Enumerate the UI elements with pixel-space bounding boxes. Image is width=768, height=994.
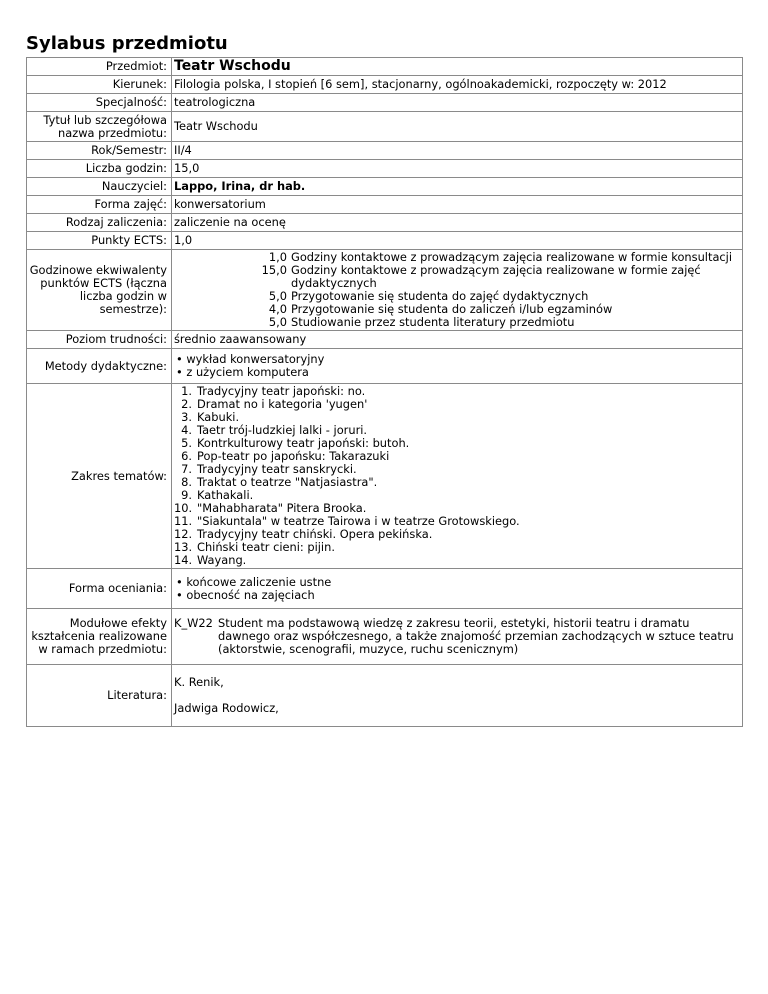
label-zakres: Zakres tematów: — [27, 384, 172, 569]
row-nauczyciel — [27, 178, 743, 196]
label-kierunek: Kierunek: — [27, 76, 172, 94]
row-metody — [27, 349, 743, 384]
row-specjalnosc — [27, 94, 743, 112]
list-item: • wykład konwersatoryjny — [176, 353, 740, 366]
efekty-code: K_W22 — [174, 616, 213, 630]
list-item — [174, 398, 740, 411]
label-nauczyciel: Nauczyciel: — [27, 178, 172, 196]
label-literatura: Literatura: — [27, 665, 172, 727]
value-tytul: Teatr Wschodu — [172, 112, 743, 142]
value-rok: II/4 — [172, 142, 743, 160]
efekty-item — [174, 617, 740, 656]
page-title: Sylabus przedmiotu — [26, 33, 228, 54]
list-item: • obecność na zajęciach — [176, 589, 740, 602]
label-poziom: Poziom trudności: — [27, 331, 172, 349]
row-ocenianie — [27, 569, 743, 609]
label-specjalnosc: Specjalność: — [27, 94, 172, 112]
value-ocenianie — [172, 569, 743, 609]
label-ocenianie: Forma oceniania: — [27, 569, 172, 609]
ects-hours: 5,0 — [268, 289, 287, 303]
topic-number: 3. — [181, 410, 192, 424]
row-ects-breakdown — [27, 250, 743, 331]
value-forma-zajec: konwersatorium — [172, 196, 743, 214]
topic-text: Tradycyjny teatr japoński: no. — [197, 384, 366, 398]
ects-text: Przygotowanie się studenta do zaliczeń i/lub egzaminów — [291, 302, 613, 316]
value-metody — [172, 349, 743, 384]
topic-text: Kabuki. — [197, 410, 240, 424]
value-kierunek: Filologia polska, I stopień [6 sem], stacjonarny, ogólnoakademicki, rozpoczęty w: 2012 — [172, 76, 743, 94]
row-zaliczenie — [27, 214, 743, 232]
topic-number: 13. — [174, 540, 193, 554]
row-rok — [27, 142, 743, 160]
value-literatura — [172, 665, 743, 727]
topic-text: Taetr trój-ludzkiej lalki - joruri. — [197, 423, 368, 437]
topic-text: Tradycyjny teatr chiński. Opera pekińska. — [197, 527, 433, 541]
topic-number: 10. — [174, 501, 193, 515]
topic-number: 9. — [181, 488, 192, 502]
topic-number: 4. — [181, 423, 192, 437]
ects-item — [174, 264, 740, 290]
value-zakres — [172, 384, 743, 569]
label-ects: Punkty ECTS: — [27, 232, 172, 250]
topic-text: Kontrkulturowy teatr japoński: butoh. — [197, 436, 410, 450]
ects-text: Studiowanie przez studenta literatury przedmiotu — [291, 315, 575, 329]
topic-text: "Siakuntala" w teatrze Tairowa i w teatrze Grotowskiego. — [197, 514, 520, 528]
ects-hours: 15,0 — [261, 263, 287, 277]
topic-number: 7. — [181, 462, 192, 476]
ects-hours: 5,0 — [268, 315, 287, 329]
topic-number: 2. — [181, 397, 192, 411]
label-rok: Rok/Semestr: — [27, 142, 172, 160]
list-item — [174, 541, 740, 554]
ects-hours: 1,0 — [268, 250, 287, 264]
value-przedmiot: Teatr Wschodu — [172, 58, 743, 76]
topic-text: Dramat no i kategoria 'yugen' — [197, 397, 368, 411]
label-metody: Metody dydaktyczne: — [27, 349, 172, 384]
row-kierunek — [27, 76, 743, 94]
row-literatura — [27, 665, 743, 727]
value-godziny: 15,0 — [172, 160, 743, 178]
ects-text: Godziny kontaktowe z prowadzącym zajęcia realizowane w formie konsultacji — [291, 250, 733, 264]
row-zakres — [27, 384, 743, 569]
ects-hours: 4,0 — [268, 302, 287, 316]
value-zaliczenie: zaliczenie na ocenę — [172, 214, 743, 232]
label-ects-breakdown: Godzinowe ekwiwalenty punktów ECTS (łączna liczba godzin w semestrze): — [27, 250, 172, 331]
row-ects — [27, 232, 743, 250]
row-godziny — [27, 160, 743, 178]
ects-text: Przygotowanie się studenta do zajęć dydaktycznych — [291, 289, 589, 303]
label-efekty: Modułowe efekty kształcenia realizowane w ramach przedmiotu: — [27, 609, 172, 665]
label-tytul: Tytuł lub szczegółowa nazwa przedmiotu: — [27, 112, 172, 142]
row-efekty — [27, 609, 743, 665]
row-tytul — [27, 112, 743, 142]
value-poziom: średnio zaawansowany — [172, 331, 743, 349]
metody-list — [174, 353, 740, 379]
label-zaliczenie: Rodzaj zaliczenia: — [27, 214, 172, 232]
efekty-table — [174, 617, 740, 656]
label-forma-zajec: Forma zajęć: — [27, 196, 172, 214]
topic-number: 11. — [174, 514, 193, 528]
topic-number: 8. — [181, 475, 192, 489]
list-item: • końcowe zaliczenie ustne — [176, 576, 740, 589]
row-forma-zajec — [27, 196, 743, 214]
topic-text: Traktat o teatrze "Natjasiastra". — [197, 475, 378, 489]
topic-text: Chiński teatr cieni: pijin. — [197, 540, 335, 554]
value-nauczyciel: Lappo, Irina, dr hab. — [172, 178, 743, 196]
topic-number: 6. — [181, 449, 192, 463]
ects-text: Godziny kontaktowe z prowadzącym zajęcia realizowane w formie zajęć dydaktycznych — [291, 263, 701, 290]
list-item — [174, 476, 740, 489]
syllabus-table — [26, 57, 743, 727]
row-przedmiot — [27, 58, 743, 76]
topic-number: 5. — [181, 436, 192, 450]
ocenianie-list — [174, 576, 740, 602]
label-godziny: Liczba godzin: — [27, 160, 172, 178]
literature-item: Jadwiga Rodowicz, — [174, 701, 279, 715]
literature-item: K. Renik, — [174, 675, 224, 689]
topics-list — [174, 385, 740, 567]
value-specjalnosc: teatrologiczna — [172, 94, 743, 112]
topic-number: 14. — [174, 553, 193, 567]
row-poziom — [27, 331, 743, 349]
ects-item — [174, 316, 740, 329]
topic-number: 1. — [181, 384, 192, 398]
value-ects: 1,0 — [172, 232, 743, 250]
topic-text: "Mahabharata" Pitera Brooka. — [197, 501, 367, 515]
topic-text: Wayang. — [197, 553, 247, 567]
ects-breakdown-cell — [172, 250, 743, 331]
topic-number: 12. — [174, 527, 193, 541]
list-item — [174, 554, 740, 567]
efekty-text: Student ma podstawową wiedzę z zakresu teorii, estetyki, historii teatru i dramatu dawnego oraz współczesnego, a także znajomość przemian zachodzących w sztuce teatru (aktorstwie, scenografii, muzyce, ruchu scenicznym) — [218, 616, 734, 656]
value-efekty — [172, 609, 743, 665]
topic-text: Pop-teatr po japońsku: Takarazuki — [197, 449, 390, 463]
topic-text: Kathakali. — [197, 488, 254, 502]
ects-breakdown-list — [174, 251, 740, 329]
list-item: • z użyciem komputera — [176, 366, 740, 379]
topic-text: Tradycyjny teatr sanskrycki. — [197, 462, 357, 476]
label-przedmiot: Przedmiot: — [27, 58, 172, 76]
